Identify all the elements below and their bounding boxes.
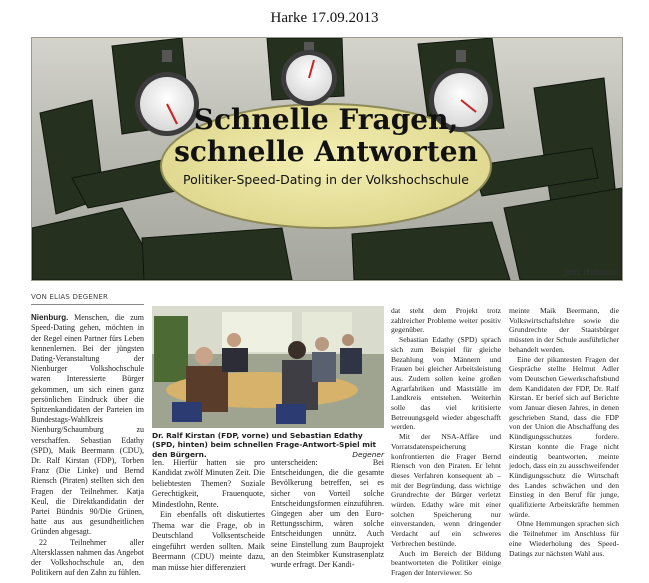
photo-caption-credit: Degener [352, 449, 384, 459]
photo-credit: Jens (Fotolia) [564, 268, 616, 277]
paragraph: 22 Teilnehmer aller Altersklassen nahmen das Angebot der Volkshochschule an, den Politikern auf den Zahn zu fühlen. [31, 537, 144, 578]
article-column-5 [509, 306, 619, 558]
headline-block [167, 104, 485, 187]
headline [167, 104, 485, 168]
paragraph: Sebastian Edathy (SPD) sprach sich zum Beispiel für gleiche Bezahlung von Männern und Frauen bei gleicher Arbeitsleistung aus. Zudem sollen keine großen Agrarfabriken und Mastställe im Landkreis entstehen. Weiterhin solle das viel kritisierte Betreuungsgeld wieder abgeschafft werden. [391, 335, 501, 432]
headline-line-2: schnelle Antworten [174, 135, 478, 168]
paragraph: Auch im Bereich der Bildung beantworteten die Politiker einige Fragen der Interviewer. So [391, 548, 501, 577]
paragraph: unterscheiden: Bei Entscheidungen, die die gesamte Bevölkerung betreffen, sei es sicher von Vorteil solche Entscheidungsformen einzuführen. Gingegen aber um den Euro-Rettungsschirm, wären solche Entscheidungen unnütz. Auch seine Einstellung zum Bauprojekt an den Steimbker Kunstrasenplatz wurde erfragt. Der Kandi- [271, 458, 384, 570]
paragraph: Eine der pikantesten Fragen der Gespräche stellte Helmut Adler vom Deutschen Gewerkschaftsbund dem Kandidaten der FDP, Dr. Ralf Kirstan. Er berief sich auf Berichte vom Januar diesen Jahres, in denen geschrieben Stand, dass die FDP von der Union die Abschaffung des Kündigungsschutzes fordere. Kirstan konnte die Frage nicht eindeutig beantworten, meinte jedoch, dass ein zu ausschweifender Kündigungsschutz die Wirtschaft des Landes schwächen und den Einstieg in den Beruf für junge, qualifizierte Arbeitskräfte hemmen würde. [509, 354, 619, 519]
byline: VON ELIAS DEGENER [31, 292, 144, 305]
paragraph: dat steht dem Projekt trotz zahlreicher Probleme weiter positiv gegenüber. [391, 306, 501, 335]
meeting-photo-image [152, 306, 384, 428]
article-column-2 [152, 458, 265, 573]
paragraph: Mit der NSA-Affäre und Vorratsdatenspeicherung konfrontierten die Frager Bernd Riensch von den Piraten. Er lehnt dieses Verfahren konsequent ab – mit der Begründung, dass wichtige Grundrechte der Bürger verletzt würden. Edathy wäre mit einer solchen Speicherung nur einverstanden, wenn dringender Verdacht auf ein schweres Verbrechen bestünde. [391, 432, 501, 548]
paragraph: Ohne Hemmungen sprachen sich die Teilnehmer im Anschluss für eine Wiederholung des Speed-Datings zur nächsten Wahl aus. [509, 519, 619, 558]
paragraph: Ein ebenfalls oft diskutiertes Thema war die Frage, ob in Deutschland Volksentscheide eingeführt werden sollten. Maik Beermann (CDU) meinte dazu, man müsse hier differenziert [152, 510, 265, 572]
dateline: Nienburg. [31, 313, 69, 323]
paragraph: len. Hierfür hatten sie pro Kandidat zwölf Minuten Zeit. Die beliebtesten Themen? Soziale Gerechtigkeit, Frauenquote, Mindestlohn, Rente. [152, 458, 265, 509]
paragraph: Nienburg. Menschen, die zum Speed-Dating gehen, möchten in der Regel einen Partner fürs Leben kennenlernen. Bei der jüngsten Dating-Veranstaltung der Nienburger Volkshochschule waren Interessierte Bürger gekommen, um sich einen ganz persönlichen Eindruck über die Spitzenkandidaten der Parteien im Bundestags-Wahlkreis Nienburg/Schaumburg zu verschaffen. Sebastian Edathy (SPD), Maik Beermann (CDU), Dr. Ralf Kirstan (FDP), Torben Franz (Die Linke) und Bernd Riensch (Piraten) stellten sich den Fragen der Teilnehmer. Katja Keul, die Direktkandidatin der Partei Bündnis 90/Die Grünen, hatte aus aus gesundheitlichen Gründen abgesagt. [31, 313, 144, 537]
article-column-3 [271, 458, 384, 570]
article-column-1 [31, 292, 144, 578]
meeting-photo [152, 306, 384, 428]
photo-caption: Dr. Ralf Kirstan (FDP, vorne) und Sebastian Edathy (SPD, hinten) beim schnellen Frage-Antwort-Spiel mit den Bürgern. Degener [152, 431, 384, 459]
header-date: Harke 17.09.2013 [270, 10, 379, 26]
subheadline: Politiker-Speed-Dating in der Volkshochschule [183, 172, 469, 187]
headline-line-1: Schnelle Fragen, [193, 103, 459, 136]
paragraph: meinte Maik Beermann, die Volkswirtschaftslehre sowie die Grundrechte der Staatsbürger müssten in der Schule ausführlicher behandelt werden. [509, 306, 619, 354]
hero-illustration [31, 37, 623, 281]
article-column-4 [391, 306, 501, 578]
